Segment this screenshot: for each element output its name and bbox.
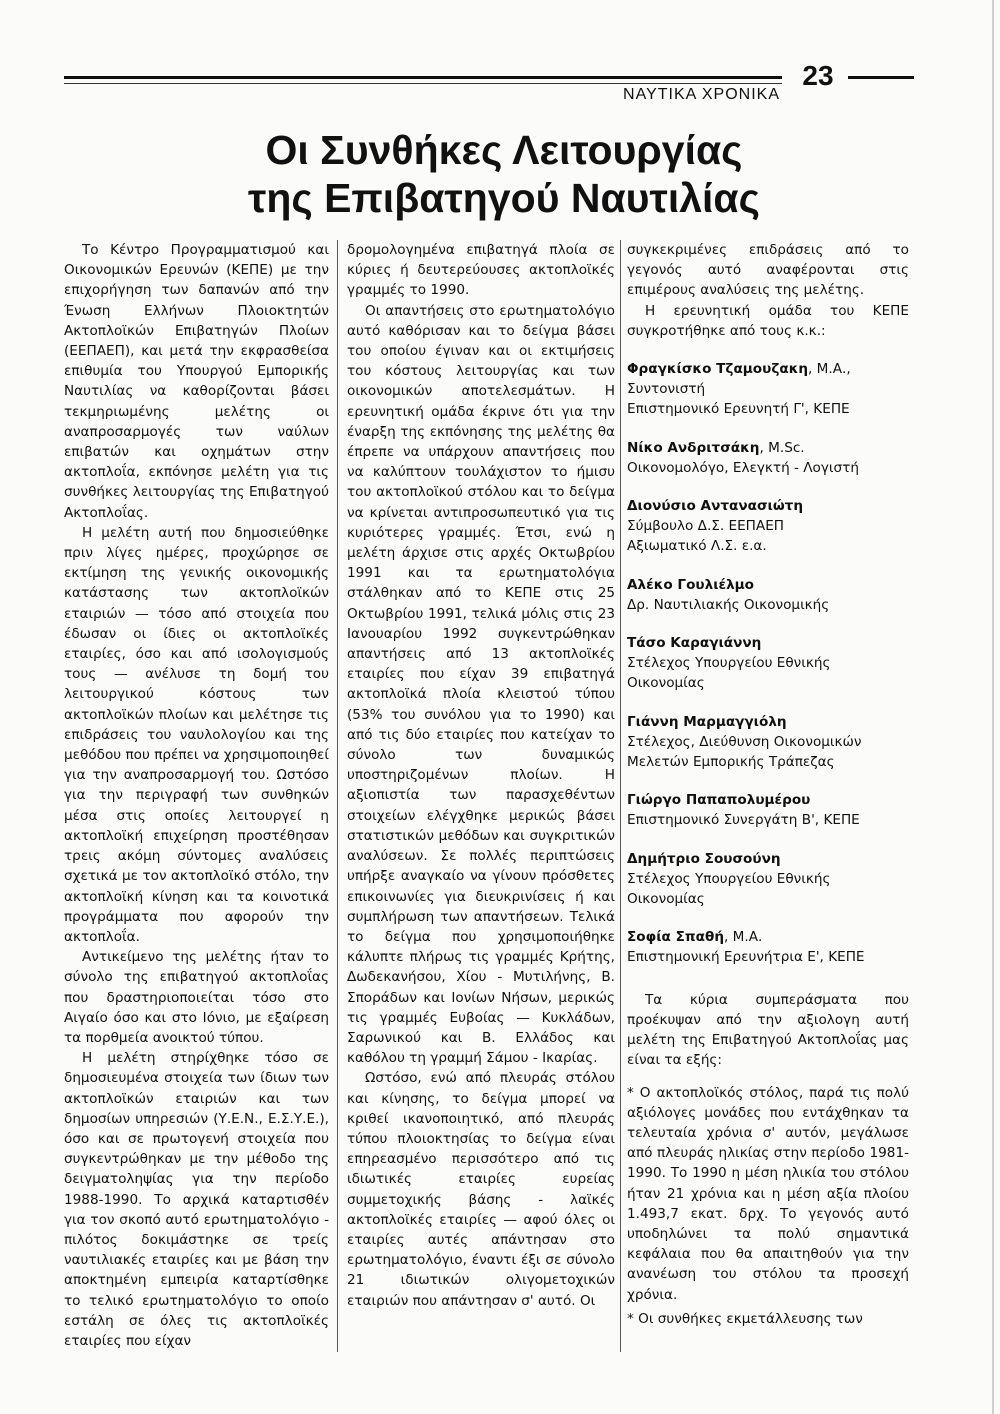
member-degree: , Μ.Α. <box>724 929 763 946</box>
member-role: Δρ. Ναυτιλιακής Οικονομικής <box>627 596 830 613</box>
column-divider <box>620 240 621 1352</box>
member-name: Γιάννη Μαρμαγγιόλη <box>627 713 787 730</box>
paragraph: Ωστόσο, ενώ από πλευράς στόλου και κίνησης, το δείγμα μπορεί να κριθεί ικανοποιητικό, από πλευράς τύπου πλοιοκτησίας το δείγμα είναι επηρεασμένο περισσότερο από τις ιδιωτικές εταιρίες ευρείας συμμετοχικής βάσης - λαϊκές ακτοπλοϊκές εταιρίες — αφού όλες οι εταιρίες αυτές απάντησαν στο ερωτηματολόγιο, έναντι έξι σε σύνολο 21 ιδιωτικών ολιγομετοχικών εταιριών που απάντησαν σ' αυτό. Οι <box>347 1070 615 1309</box>
conclusion-item: * Οι συνθήκες εκμετάλλευσης των <box>627 1310 863 1327</box>
member-name: Αλέκο Γουλιέλμο <box>627 576 755 593</box>
column-1 <box>64 240 329 1351</box>
conclusions-intro: Τα κύρια συμπεράσματα που προέκυψαν από την αξιολογη αυτή μελέτη της Επιβατηγού Ακτοπλοΐας μας είναι τα εξής: <box>627 991 909 1069</box>
member-role: Συντονιστή <box>627 381 706 398</box>
team-member <box>627 359 909 420</box>
paragraph: Το Κέντρο Προγραμματισμού και Οικονομικών Ερευνών (ΚΕΠΕ) με την επιχορήγηση των δαπανών από την Ένωση Ελλήνων Πλοιοκτητών Ακτοπλοϊκών Επιβατηγών Πλοίων (ΕΕΠΑΕΠ), και μετά την εκφρασθείσα επιθυμία του Υπουργού Εμπορικής Ναυτιλίας να καθορίζονται βάσει τεκμηριωμένης μελέτης οι αναπροσαρμογές των ναύλων επιβατών και οχημάτων στην ακτοπλοΐα, εκπόνησε μελέτη για τις συνθήκες λειτουργίας της Επιβατηγού Ακτοπλοΐας. <box>64 242 329 521</box>
page-edge <box>992 0 994 1414</box>
header-rule-right <box>848 76 914 79</box>
paragraph: Η ερευνητική ομάδα του ΚΕΠΕ συγκροτήθηκε από τους κ.κ.: <box>627 302 909 339</box>
paragraph: δρομολογημένα επιβατηγά πλοία σε κύριες ή δευτερεύουσες ακτοπλοϊκές γραμμές το 1990. <box>347 242 615 299</box>
member-degree: , Μ.Α., <box>808 361 851 378</box>
member-role: Στέλεχος, Διεύθυνση Οικονομικών Μελετών Εμπορικής Τράπεζας <box>627 733 862 771</box>
team-member <box>627 927 909 967</box>
paragraph: συγκεκριμένες επιδράσεις από το γεγονός αυτό αναφέρονται στις επιμέρους αναλύσεις της μελέτης. <box>627 242 909 299</box>
member-role: Επιστημονική Ερευνήτρια Ε', ΚΕΠΕ <box>627 949 865 966</box>
header-rule-thin <box>64 83 782 84</box>
member-name: Νίκο Ανδριτσάκη <box>627 439 760 456</box>
member-name: Γιώργο Παπαπολυμέρου <box>627 792 811 809</box>
conclusion-item: * Ο ακτοπλοϊκός στόλος, παρά τις πολύ αξιόλογες μονάδες που εντάχθηκαν τα τελευταία χρόνια σ' αυτόν, μεγάλωσε από πλευράς ηλικίας στην περίοδο 1981-1990. Το 1990 η μέση ηλικία του στόλου ήταν 21 χρόνια και η μέση αξία πλοίου 1.493,7 εκατ. δρχ. Το γεγονός αυτό υποδηλώνει τα πολύ σημαντικά κεφάλαια που θα απαιτηθούν για την ανανέωση του στόλου τα προσεχή χρόνια. <box>627 1084 909 1303</box>
member-name: Σοφία Σπαθή <box>627 929 725 946</box>
team-member <box>627 575 909 615</box>
paragraph: Οι απαντήσεις στο ερωτηματολόγιο αυτό καθόρισαν και το δείγμα βάσει του οποίου έγιναν και οι εκτιμήσεις του κόστους λειτουργίας και των οικονομικών αποτελεσμάτων. Η ερευνητική ομάδα έκρινε ότι για την έναρξη της εκπόνησης της μελέτης θα έπρεπε να υπάρχουν απαντήσεις που να καλύπτουν τουλάχιστον το ήμισυ του ακτοπλοϊκού στόλου και το δείγμα να κρίνεται αντιπροσωπευτικό για τις κυριότερες γραμμές. Έτσι, ενώ η μελέτη άρχισε στις αρχές Οκτωβρίου 1991 και τα ερωτηματολόγια στάλθηκαν από το ΚΕΠΕ στις 25 Οκτωβρίου 1991, τελικά μόλις στις 23 Ιανουαρίου 1992 συγκεντρώθηκαν απαντήσεις από 13 ακτοπλοϊκές εταιρίες που είχαν 39 επιβατηγά ακτοπλοϊκά πλοία κλειστού τύπου (53% του συνόλου για το 1990) και από τις δύο εταιρίες που κατείχαν το σύνολο των δυναμικώς υποστηριζομένων πλοίων. Η αξιοπιστία των παρασχεθέντων στοιχείων ελέγχθηκε μερικώς βάσει στατιστικών μεθόδων και συγκριτικών αναλύσεων. Σε πολλές περιπτώσεις υπήρξε αναγκαίο να γίνουν πρόσθετες επικοινωνίες για διευκρινίσεις ή και συμπλήρωση των απαντήσεων. Τελικά το δείγμα που χρησιμοποιήθηκε κάλυπτε πλήρως τις γραμμές Κρήτης, Δωδεκανήσου, Χίου - Μυτιλήνης, Β. Σποράδων και Ιονίων Νήσων, μερικώς τις γραμμές Ευβοίας — Κυκλάδων, Σαρωνικού και Β. Ελλάδος και καθόλου τη γραμμή Σάμου - Ικαρίας. <box>347 302 615 1067</box>
column-2 <box>347 240 615 1311</box>
page-number: 23 <box>802 60 834 91</box>
member-role: Στέλεχος Υπουργείου Εθνικής Οικονομίας <box>627 655 831 692</box>
title-line-2: της Επιβατηγού Ναυτιλίας <box>248 175 760 221</box>
paragraph: Η μελέτη αυτή που δημοσιεύθηκε πριν λίγες ημέρες, προχώρησε σε εκτίμηση της γενικής οικονομικής κατάστασης των ακτοπλοϊκών εταιριών — τόσο από στοιχεία που έδωσαν οι ίδιες οι ακτοπλοϊκές εταιρίες, όσο και από ισολογισμούς τους — ανέλυσε τη δομή του λειτουργικού κόστους των ακτοπλοϊκών πλοίων και μελέτησε τις επιδράσεις του ναυλολογίου και της μεθόδου που πρέπει να χρησιμοποιηθεί για την αναπροσαρμογή του. Ωστόσο για την περιγραφή των συνθηκών μέσα στις οποίες λειτουργεί η ακτοπλοϊκή επιχείρηση προστέθησαν τρεις ακόμη σύντομες αναλύσεις σχετικά με τον ακτοπλοϊκό στόλο, την ακτοπλοϊκή κίνηση και τα κοινοτικά προγράμματα που αφορούν την ακτοπλοΐα. <box>64 524 329 945</box>
member-role: Αξιωματικό Λ.Σ. ε.α. <box>627 538 767 555</box>
member-name: Φραγκίσκο Τζαμουζακη <box>627 361 809 378</box>
member-role: Οικονομολόγο, Ελεγκτή - Λογιστή <box>627 459 859 476</box>
masthead: ΝΑΥΤΙΚΑ ΧΡΟΝΙΚΑ <box>623 86 780 103</box>
conclusions-list <box>627 1083 909 1329</box>
member-name: Διονύσιο Αντανασιώτη <box>627 498 803 515</box>
paragraph: Αντικείμενο της μελέτης ήταν το σύνολο της επιβατηγού ακτοπλοΐας που δραστηριοποιείται τόσο στο Αιγαίο όσο και στο Ιόνιο, με εξαίρεση τα πορθμεία ανοικτού τύπου. <box>64 949 329 1046</box>
team-member <box>627 496 909 557</box>
member-name: Δημήτριο Σουσούνη <box>627 850 781 867</box>
member-role: Σύμβουλο Δ.Σ. ΕΕΠΑΕΠ <box>627 518 785 535</box>
member-role: Επιστημονικό Συνεργάτη Β', ΚΕΠΕ <box>627 812 860 829</box>
column-divider <box>337 240 338 1352</box>
article-title <box>64 126 944 222</box>
team-member <box>627 849 909 910</box>
column-3 <box>627 240 909 1329</box>
header-rule <box>64 76 782 79</box>
team-member <box>627 712 909 773</box>
team-member <box>627 438 909 478</box>
member-role: Στέλεχος Υπουργείου Εθνικής Οικονομίας <box>627 870 831 908</box>
title-line-1: Οι Συνθήκες Λειτουργίας <box>265 127 743 173</box>
team-member <box>627 790 909 830</box>
paragraph: Η μελέτη στηρίχθηκε τόσο σε δημοσιευμένα στοιχεία των ίδιων των ακτοπλοϊκών εταιριών και των δημοσίων υπηρεσιών (Υ.Ε.Ν., Ε.Σ.Υ.Ε.), όσο και σε πρωτογενή στοιχεία που συγκεντρώθηκαν με την μέθοδο της δειγματοληψίας για την περίοδο 1988-1990. Το αρχικά καταρτισθέν για τον σκοπό αυτό ερωτηματολόγιο - πιλότος δοκιμάστηκε σε τρείς ναυτιλιακές εταιρίες και με βάση την αποκτημένη εμπειρία καταρτίσθηκε το τελικό ερωτηματολόγιο το οποίο εστάλη σε όλες τις ακτοπλοϊκές εταιρίες που είχαν <box>64 1050 329 1349</box>
member-name: Τάσο Καραγιάννη <box>627 635 762 652</box>
team-member <box>627 633 909 694</box>
member-degree: , M.Sc. <box>759 439 805 456</box>
member-role: Επιστημονικό Ερευνητή Γ', ΚΕΠΕ <box>627 401 850 418</box>
